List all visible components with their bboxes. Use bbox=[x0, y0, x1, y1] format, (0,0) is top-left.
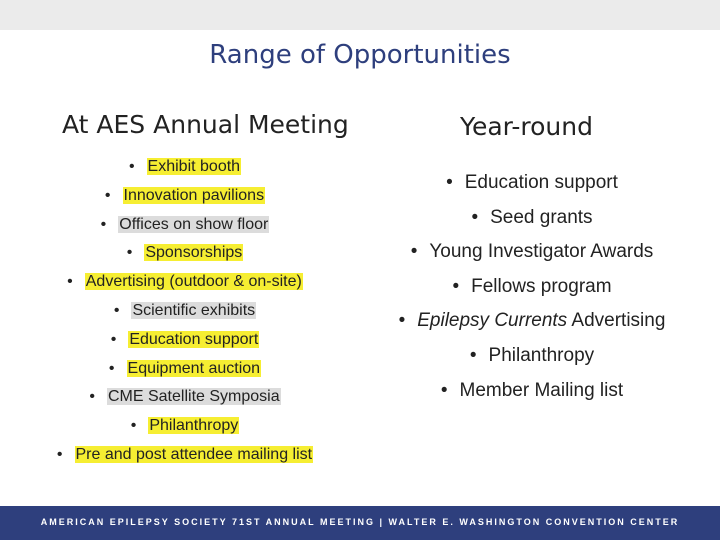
top-band bbox=[0, 0, 720, 30]
bullet-icon: • bbox=[110, 330, 117, 348]
bullet-icon: • bbox=[100, 215, 107, 233]
bullet-icon: • bbox=[130, 417, 137, 435]
publication-title: Epilepsy Currents bbox=[417, 310, 568, 332]
list-item bbox=[20, 239, 350, 268]
list-item-label: Young Investigator Awards bbox=[429, 241, 654, 263]
list-item-label: Pre and post attendee mailing list bbox=[75, 445, 313, 463]
list-item-label: Fellows program bbox=[471, 275, 612, 297]
list-item bbox=[362, 374, 702, 409]
list-item bbox=[20, 297, 350, 326]
list-item-label: Scientific exhibits bbox=[132, 301, 256, 319]
bullet-icon: • bbox=[89, 388, 95, 406]
bullet-icon: • bbox=[440, 379, 448, 401]
list-item-label: Member Mailing list bbox=[459, 379, 624, 401]
bullet-icon: • bbox=[452, 275, 460, 297]
bullet-icon: • bbox=[113, 301, 120, 319]
list-item bbox=[362, 339, 702, 374]
list-item bbox=[362, 166, 702, 201]
list-item bbox=[20, 355, 350, 384]
footer-text: AMERICAN EPILEPSY SOCIETY 71ST ANNUAL MEETING | WALTER E. WASHINGTON CONVENTION CENTER bbox=[40, 517, 680, 527]
bullet-icon: • bbox=[56, 445, 63, 463]
list-item bbox=[20, 268, 350, 297]
list-item-label: Education support bbox=[129, 330, 259, 348]
footer-bar bbox=[0, 506, 720, 540]
list-item-label: Philanthropy bbox=[149, 417, 239, 435]
list-item-label: Advertising (outdoor & on-site) bbox=[85, 273, 302, 291]
list-item bbox=[20, 383, 350, 412]
list-item-label: Equipment auction bbox=[127, 359, 261, 377]
list-item bbox=[20, 441, 350, 470]
aes-meeting-list bbox=[20, 153, 350, 470]
bullet-icon: • bbox=[126, 244, 133, 262]
list-item-label: Advertising bbox=[571, 310, 666, 332]
list-item bbox=[362, 304, 702, 339]
year-round-list bbox=[362, 166, 702, 408]
list-item bbox=[20, 412, 350, 441]
bullet-icon: • bbox=[398, 310, 406, 332]
list-item-label: Seed grants bbox=[490, 206, 593, 228]
bullet-icon: • bbox=[108, 359, 115, 377]
left-column-heading: At AES Annual Meeting bbox=[62, 110, 349, 139]
list-item-label: Offices on show floor bbox=[119, 215, 269, 233]
list-item-label: Education support bbox=[464, 172, 618, 193]
bullet-icon: • bbox=[128, 158, 135, 175]
list-item bbox=[20, 153, 350, 182]
list-item bbox=[20, 326, 350, 355]
slide-title: Range of Opportunities bbox=[209, 40, 511, 70]
list-item-label: Innovation pavilions bbox=[123, 186, 265, 204]
right-column-heading: Year-round bbox=[460, 112, 593, 141]
bullet-icon: • bbox=[446, 172, 453, 193]
list-item bbox=[362, 235, 702, 270]
bullet-icon: • bbox=[104, 186, 111, 204]
list-item bbox=[20, 211, 350, 240]
list-item-label: Philanthropy bbox=[488, 344, 595, 366]
list-item bbox=[362, 201, 702, 236]
bullet-icon: • bbox=[471, 206, 479, 228]
bullet-icon: • bbox=[469, 344, 477, 366]
list-item-label: CME Satellite Symposia bbox=[107, 388, 280, 406]
list-item bbox=[20, 182, 350, 211]
list-item-label: Exhibit booth bbox=[147, 158, 241, 175]
list-item bbox=[362, 270, 702, 305]
bullet-icon: • bbox=[67, 273, 73, 291]
bullet-icon: • bbox=[410, 241, 418, 263]
list-item-label: Sponsorships bbox=[145, 244, 243, 262]
